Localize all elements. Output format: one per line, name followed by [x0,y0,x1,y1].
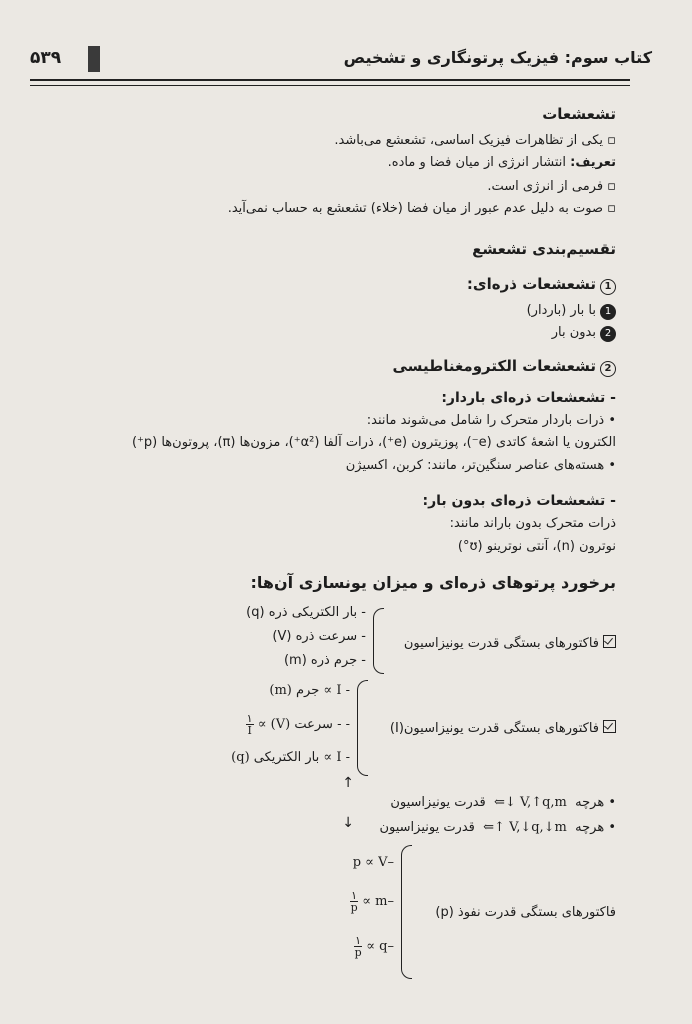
brace [401,845,412,979]
particle-radiation-label: تشعشعات ذره‌ای: [466,275,596,293]
neutral-line-1: ذرات متحرک بدون باراند مانند: [449,516,616,531]
heading-classification: تقسیم‌بندی تشعشع [472,240,616,258]
thumb-tab [88,46,100,72]
fraction [354,935,362,958]
charged-text-3: هسته‌های عناصر سنگین‌تر، مانند: کربن، اکسیژن [345,458,605,473]
definition-line [388,155,616,170]
g3-item-2 [350,890,394,913]
g1-item-1: - بار الکتریکی ذره (q) [246,605,366,620]
page-number: ۵۳۹ [30,48,62,68]
g2-mid-label: - سرعت (V) [270,717,342,732]
rule-2 [379,820,616,835]
header-rule-thin [30,85,630,86]
number-badge: 2 [600,361,616,377]
bullet-3: ▫ صوت به دلیل عدم عبور از میان فضا (خلاء) تشعشع به حساب نمی‌آید. [228,201,616,216]
bullet-2: ▫ فرمی از انرژی است. [487,179,616,194]
definition-label: تعریف: [570,155,616,170]
frac-num: ۱ [355,934,362,947]
em-radiation-label: تشعشعات الکترومغناطیسی [392,357,596,375]
rule-1 [390,795,616,810]
brace [373,608,384,674]
uncharged-label: بدون بار [551,325,596,340]
number-badge: 1 [600,279,616,295]
checkbox-icon [603,720,616,733]
checkbox-icon [603,635,616,648]
charged-heading: - تشعشعات ذره‌ای باردار: [441,390,616,406]
em-radiation-heading [393,357,617,377]
charged-label: با بار (باردار) [526,303,596,318]
down-arrow: ↓ [342,815,354,831]
neutral-heading: - تشعشعات ذره‌ای بدون بار: [422,493,616,509]
g2-mid-rel: ∝ [257,717,267,732]
charged-line-3: • هسته‌های عناصر سنگین‌تر، مانند: کربن، اکسیژن [345,458,616,473]
page-header [30,40,652,76]
neutral-line-2: نوترون (n)، آنتی نوترینو (ʊ°) [457,539,616,554]
fraction [246,713,254,736]
definition-text: انتشار انرژی از میان فضا و ماده. [387,155,571,170]
g2-mid-prefix: - [341,717,350,732]
frac-num: ۱ [246,712,253,725]
factors-ionization-i-label [390,720,616,736]
charged-text-1: ذرات باردار متحرک را شامل می‌شوند مانند: [366,413,605,428]
g1-item-3: - جرم ذره (m) [283,653,366,668]
rule-1-bullet: • هرچه [575,795,616,810]
g2-item-1: - I ∝ جرم (m) [269,683,350,698]
rule-1-condition: ⇐↓ V,↑q,m [494,795,567,810]
charged-line-1: • ذرات باردار متحرک را شامل می‌شوند مانند: [366,413,616,428]
bullet-1: ▫ یکی از تظاهرات فیزیک اساسی، تشعشع می‌باشد. [334,133,616,148]
rule-2-bullet: • هرچه [575,820,616,835]
header-rule [30,79,630,81]
factors-ionization-label [404,635,616,651]
frac-den: I [247,724,252,737]
rule-1-result: قدرت یونیزاسیون [390,795,486,810]
g3-item-1: p ∝ V– [352,855,394,870]
brace [357,680,368,776]
particle-radiation-heading [467,275,616,295]
g2-label: فاکتورهای بستگی قدرت یونیزاسیون(I) [389,721,599,736]
g3-item-3 [354,935,394,958]
g1-item-2: - سرعت ذره (V) [272,629,366,644]
charged-item [527,303,616,320]
charged-line-2: الکترون یا اشعهٔ کاتدی (e⁻)، پوزیترون (e⁺)، ذرات آلفا (α²⁺)، مزون‌ها (π)، پروتون‌ها (p⁺) [131,435,616,450]
heading-radiation: تشعشعات [542,105,616,123]
frac-den: p [350,901,358,914]
rule-2-result: قدرت یونیزاسیون [379,820,475,835]
fraction [350,890,358,913]
rule-2-condition: ⇐↑ V,↓q,↓m [483,820,567,835]
up-arrow: ↑ [342,775,354,791]
g3-item-3-rest: ∝ q– [366,939,394,954]
g1-label: فاکتورهای بستگی قدرت یونیزاسیون [403,636,599,651]
g3-item-2-rest: ∝ m– [362,894,394,909]
frac-den: p [354,946,362,959]
number-badge: 1 [600,304,616,320]
uncharged-item [552,325,616,342]
factors-penetration-label: فاکتورهای بستگی قدرت نفوذ (p) [435,905,616,920]
g2-item-2 [246,713,350,736]
g2-item-3: - I ∝ بار الکتریکی (q) [231,750,350,765]
heading-ionization: برخورد پرتوهای ذره‌ای و میزان یونسازی آن‌ها: [250,573,616,592]
running-title: کتاب سوم: فیزیک پرتونگاری و تشخیص [343,48,652,67]
frac-num: ۱ [351,889,358,902]
number-badge: 2 [600,326,616,342]
page-content [30,95,616,1020]
